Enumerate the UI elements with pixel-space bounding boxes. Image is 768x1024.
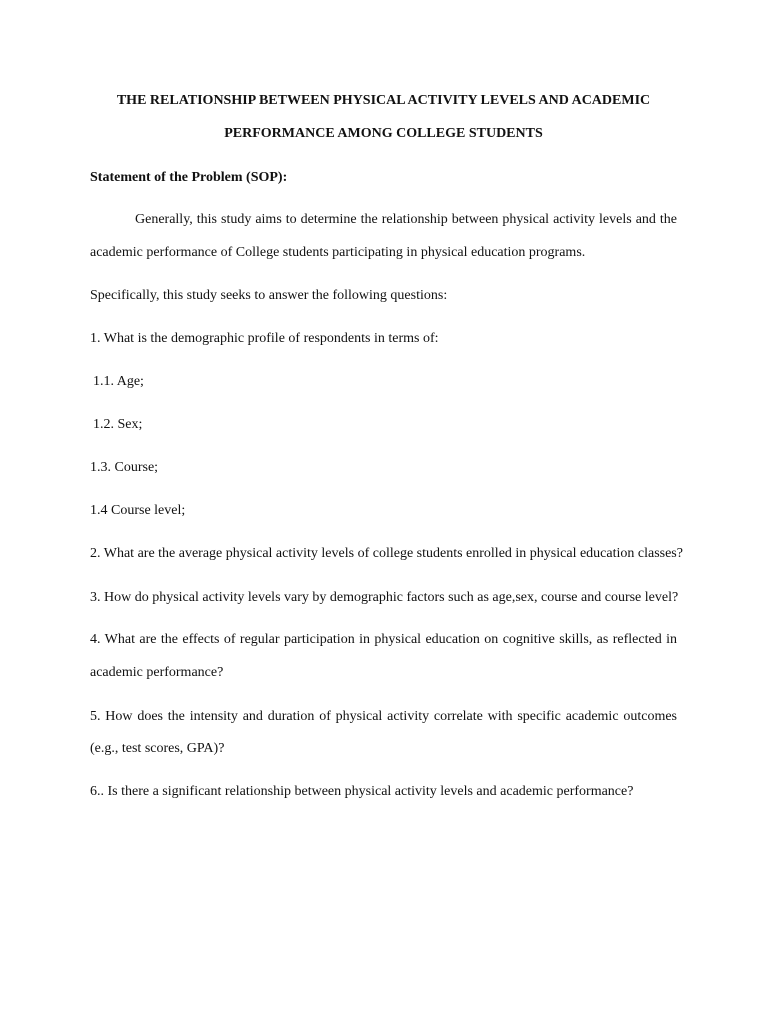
question-1-1: 1.1. Age; bbox=[93, 374, 144, 389]
general-objective-line-1: Generally, this study aims to determine the relationship between physical activity levels and the bbox=[135, 212, 677, 227]
section-heading: Statement of the Problem (SOP): bbox=[90, 170, 288, 185]
specific-objectives-intro: Specifically, this study seeks to answer the following questions: bbox=[90, 288, 448, 303]
question-1-2: 1.2. Sex; bbox=[93, 417, 143, 432]
question-2: 2. What are the average physical activity levels of college students enrolled in physical education classes? bbox=[90, 546, 683, 561]
document-title-line-1: THE RELATIONSHIP BETWEEN PHYSICAL ACTIVITY LEVELS AND ACADEMIC bbox=[116, 93, 651, 108]
general-objective-line-2: academic performance of College students participating in physical education programs. bbox=[90, 245, 586, 260]
question-6: 6.. Is there a significant relationship between physical activity levels and academic performance? bbox=[90, 784, 634, 799]
question-1: 1. What is the demographic profile of respondents in terms of: bbox=[90, 331, 439, 346]
question-4-line-1: 4. What are the effects of regular participation in physical education on cognitive skills, as reflected in bbox=[90, 632, 677, 647]
question-5-line-2: (e.g., test scores, GPA)? bbox=[90, 741, 225, 756]
document-title-line-2: PERFORMANCE AMONG COLLEGE STUDENTS bbox=[224, 126, 543, 141]
question-1-4: 1.4 Course level; bbox=[90, 503, 186, 518]
question-1-3: 1.3. Course; bbox=[90, 460, 159, 475]
question-4-line-2: academic performance? bbox=[90, 665, 224, 680]
question-5-line-1: 5. How does the intensity and duration of physical activity correlate with specific academic outcomes bbox=[90, 709, 677, 724]
question-3: 3. How do physical activity levels vary by demographic factors such as age,sex, course and course level? bbox=[90, 590, 679, 605]
